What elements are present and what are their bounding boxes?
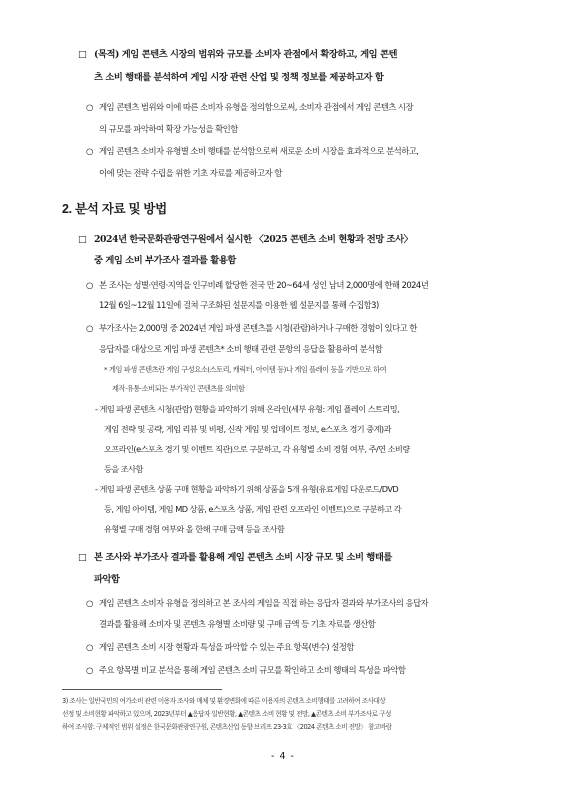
square-bullet-icon: □ [78, 552, 87, 563]
method-line1: 본 조사와 부가조사 결과를 활용해 게임 콘텐츠 소비 시장 규모 및 소비 행태를 [94, 552, 392, 563]
circle-bullet-icon: ○ [86, 280, 93, 290]
purpose-text-line1: (목적) 게임 콘텐츠 시장의 범위와 규모를 소비자 관점에서 확장하고, 게임 콘텐 [94, 49, 398, 60]
purchase-dash-line2: 등, 게임 아이템, 게임 MD 상품, e스포츠 상품, 게임 관련 오프라인 이벤트)으로 구분하고 각 [104, 504, 402, 514]
supplement-desc-line1: 부가조사는 2,000명 중 2024년 게임 파생 콘텐츠를 시청(관람)하거나 구매한 경험이 있다고 한 [99, 323, 417, 333]
purpose-sub-1 [86, 101, 413, 113]
circle-bullet-icon: ○ [86, 598, 93, 608]
square-bullet-icon: □ [78, 49, 87, 60]
footnote-line2: 선정 및 소비현황 파악하고 있으며, 2023년부터 ▲응답자 일반현황, ▲콘텐츠 소비 현황 및 전망, ▲콘텐츠 소비 부가조사로 구성 [62, 710, 391, 718]
square-bullet-icon: □ [78, 234, 87, 245]
purpose-sub-2 [86, 145, 418, 157]
method-sub-1-line1: 게임 콘텐츠 소비자 유형을 정의하고 본 조사의 게임을 직접 하는 응답자 결과와 부가조사의 응답자 [99, 598, 429, 608]
circle-bullet-icon: ○ [86, 323, 93, 333]
purchase-dash-line1: - 게임 파생 콘텐츠 상품 구매 현황을 파악하기 위해 상품을 5개 유형(유료게임 다운로드/DVD [95, 484, 399, 494]
method-sub-3 [86, 664, 405, 676]
method-line2: 파악함 [94, 574, 120, 585]
purpose-sub-1-line2: 의 규모를 파악하여 확장 가능성을 확인함 [99, 124, 238, 134]
survey-desc [86, 279, 428, 291]
purpose-sub-1-line1: 게임 콘텐츠 범위와 이에 따른 소비자 유형을 정의함으로써, 소비자 관점에서 게임 콘텐츠 시장 [99, 102, 413, 112]
footnote-line1: 3) 조사는 일반국민의 여가소비 관련 이용자 조사와 매체 및 환경변화에 따른 이용자의 콘텐츠 소비행태를 고려하여 조사대상 [62, 697, 386, 705]
data-source-bullet [78, 231, 412, 245]
circle-bullet-icon: ○ [86, 665, 93, 675]
purpose-bullet [78, 46, 397, 60]
definition-note-line1: * 게임 파생 콘텐츠란 게임 구성요소(스토리, 캐릭터, 아이템 등)나 게임 플레이 등을 기반으로 하여 [104, 365, 387, 374]
supplement-desc-line2: 응답자를 대상으로 게임 파생 콘텐츠* 소비 행태 관련 문항의 응답을 활용하여 분석함 [99, 344, 383, 354]
survey-desc-line2: 12월 6일~12월 11일에 걸쳐 구조화된 설문지를 이용한 웹 설문지를 통해 수집함3) [99, 300, 379, 310]
circle-bullet-icon: ○ [86, 146, 93, 156]
page-number: - 4 - [271, 751, 295, 762]
method-sub-2-line1: 게임 콘텐츠 소비 시장 현황과 특성을 파악할 수 있는 주요 항목(변수) 설정함 [99, 642, 354, 652]
method-sub-1-line2: 결과를 활용해 소비자 및 콘텐츠 유형별 소비량 및 구매 금액 등 기초 자료를 생산함 [99, 619, 376, 629]
footnote-line3: 하여 조사함. 구체적인 범위 설정은 한국문화관광연구원, 콘텐츠산업 동향 브리프 23-3호 〈2024 콘텐츠 소비 전망〉 참고바람 [62, 723, 392, 731]
purpose-sub-2-line1: 게임 콘텐츠 소비자 유형별 소비 행태를 분석함으로써 새로운 소비 시장을 효과적으로 분석하고, [99, 146, 419, 156]
purpose-text-line2: 츠 소비 행태를 분석하여 게임 시장 관련 산업 및 정책 정보를 제공하고자 함 [94, 72, 384, 83]
definition-note-line2: 제작·유통·소비되는 부가적인 콘텐츠를 의미함 [112, 384, 245, 393]
viewing-dash-line1: - 게임 파생 콘텐츠 시청(관람) 현황을 파악하기 위해 온라인(세부 유형: 게임 플레이 스트리밍, [95, 404, 400, 414]
method-sub-3-line1: 주요 항목별 비교 분석을 통해 게임 콘텐츠 소비 규모를 확인하고 소비 행태의 특성을 파악함 [99, 665, 406, 675]
supplement-desc [86, 322, 417, 334]
method-bullet [78, 549, 392, 563]
survey-desc-line1: 본 조사는 성별·연령·지역을 인구비례 할당한 전국 만 20~64세 성인 남녀 2,000명에 한해 2024년 [99, 280, 429, 290]
purpose-sub-2-line2: 이에 맞는 전략 수립을 위한 기초 자료를 제공하고자 함 [99, 168, 282, 178]
circle-bullet-icon: ○ [86, 642, 93, 652]
method-sub-1 [86, 597, 428, 609]
viewing-dash-line4: 등을 조사함 [104, 464, 143, 474]
section-heading: 2. 분석 자료 및 방법 [62, 202, 167, 216]
data-source-line2: 중 게임 소비 부가조사 결과를 활용함 [94, 255, 236, 266]
viewing-dash-line2: 게임 전략 및 공략, 게임 리뷰 및 비평, 신작 게임 및 업데이트 정보, e스포츠 경기 중계)과 [104, 424, 391, 434]
circle-bullet-icon: ○ [86, 102, 93, 112]
method-sub-2 [86, 641, 354, 653]
viewing-dash-line3: 오프라인(e스포츠 경기 및 이벤트 직관)으로 구분하고, 각 유형별 소비 경험 여부, 주/연 소비량 [104, 444, 410, 454]
purchase-dash-line3: 유형별 구매 경험 여부와 올 한해 구매 금액 등을 조사함 [104, 524, 285, 534]
footnote-divider [62, 689, 222, 690]
data-source-line1: 2024년 한국문화관광연구원에서 실시한 〈2025 콘텐츠 소비 현황과 전망 조사〉 [94, 234, 413, 245]
